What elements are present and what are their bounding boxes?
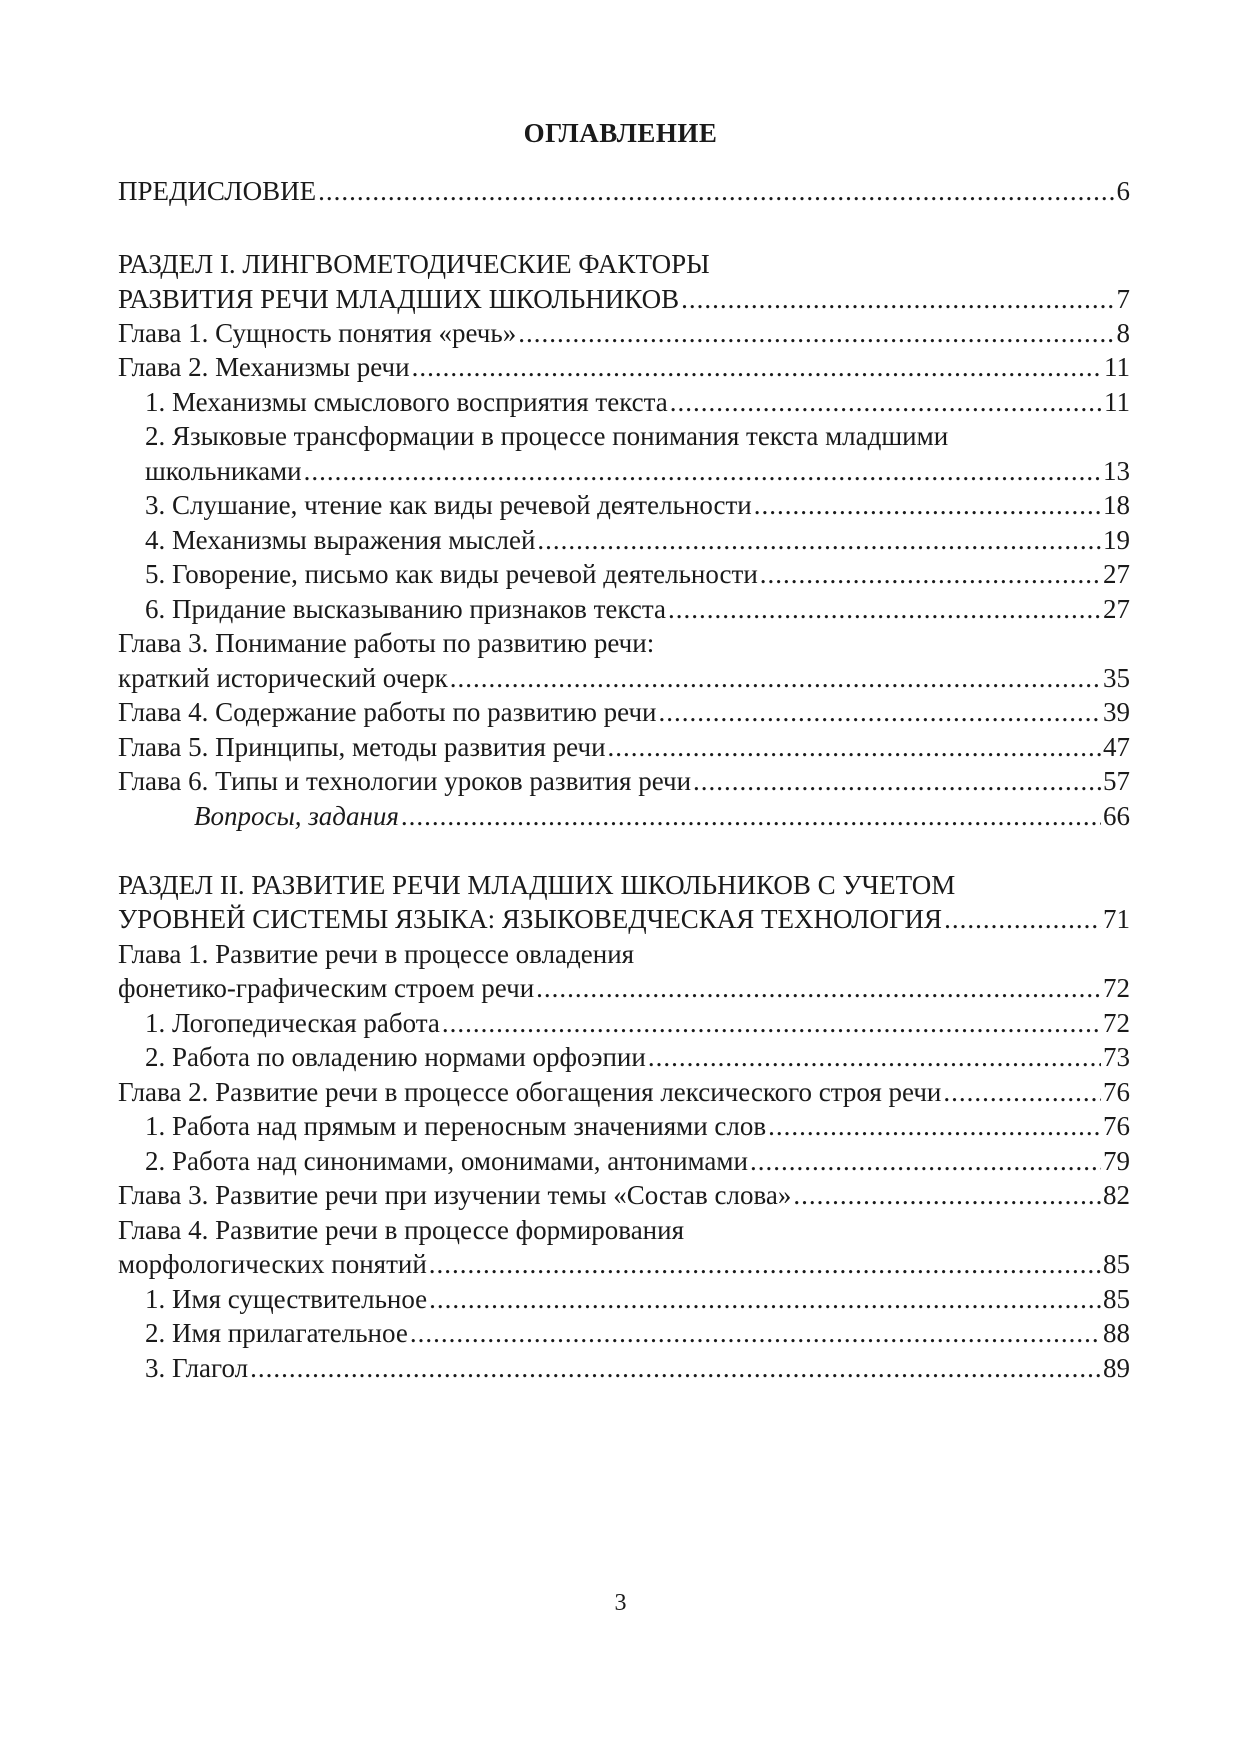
toc-entry-subsection[interactable]: 1. Имя существительное ..... 85 (145, 1280, 1130, 1318)
dot-leader (537, 521, 1101, 559)
toc-entry-section-2[interactable]: УРОВНЕЙ СИСТЕМЫ ЯЗЫКА: ЯЗЫКОВЕДЧЕСКАЯ ТЕХНОЛОГИЯ ..... 71 (118, 900, 1130, 938)
toc-entry-subsection[interactable]: 2. Работа над синонимами, омонимами, антонимами ..... 79 (145, 1142, 1130, 1180)
toc-entry-page: 6 (1116, 176, 1130, 206)
page-title: ОГЛАВЛЕНИЕ (523, 118, 718, 148)
dot-leader (670, 383, 1102, 421)
dot-leader (518, 314, 1114, 352)
toc-section-2-heading: РАЗДЕЛ II. РАЗВИТИЕ РЕЧИ МЛАДШИХ ШКОЛЬНИКОВ С УЧЕТОМ (118, 870, 956, 900)
toc-entry-chapter[interactable]: Глава 1. Сущность понятия «речь» ..... 8 (118, 314, 1130, 352)
dot-leader (750, 1142, 1101, 1180)
dot-leader (412, 348, 1102, 386)
dot-leader (608, 728, 1101, 766)
toc-entry-subsection[interactable]: 6. Придание высказыванию признаков текста ..... 27 (145, 590, 1130, 628)
toc-entry-chapter-line: Глава 1. Развитие речи в процессе овладения (118, 939, 635, 969)
toc-entry-chapter[interactable]: Глава 3. Развитие речи при изучении темы «Состав слова» ..... 82 (118, 1176, 1130, 1214)
toc-entry-subsection[interactable]: 4. Механизмы выражения мыслей ..... 19 (145, 521, 1130, 559)
toc-section-1-heading: РАЗДЕЛ I. ЛИНГВОМЕТОДИЧЕСКИЕ ФАКТОРЫ (118, 249, 710, 279)
toc-entry-chapter[interactable]: Глава 2. Механизмы речи ..... 11 (118, 348, 1130, 386)
dot-leader (659, 693, 1102, 731)
toc-entry-section-1[interactable]: РАЗВИТИЯ РЕЧИ МЛАДШИХ ШКОЛЬНИКОВ ..... 7 (118, 280, 1130, 318)
toc-entry-chapter[interactable]: Глава 6. Типы и технологии уроков развития речи ..... 57 (118, 762, 1130, 800)
dot-leader (944, 900, 1101, 938)
toc-entry-subsection[interactable]: 1. Работа над прямым и переносным значениями слов ..... 76 (145, 1107, 1130, 1145)
toc-entry-subsection[interactable]: 2. Работа по овладению нормами орфоэпии ..... 73 (145, 1038, 1130, 1076)
toc-entry-chapter[interactable]: Глава 2. Развитие речи в процессе обогащения лексического строя речи ..... 76 (118, 1073, 1130, 1111)
dot-leader (401, 797, 1101, 835)
dot-leader (536, 969, 1101, 1007)
toc-entry-chapter-line: Глава 3. Понимание работы по развитию речи: (118, 628, 655, 658)
dot-leader (768, 1107, 1101, 1145)
toc-entry-preface[interactable] (118, 172, 1130, 210)
toc-entry-chapter[interactable]: Глава 5. Принципы, методы развития речи ..... 47 (118, 728, 1130, 766)
dot-leader (410, 1314, 1101, 1352)
toc-entry-subsection[interactable]: школьниками ..... 13 (145, 452, 1130, 490)
dot-leader (693, 762, 1101, 800)
toc-entry-questions[interactable]: Вопросы, задания ..... 66 (194, 797, 1130, 835)
dot-leader (442, 1004, 1101, 1042)
dot-leader (681, 280, 1114, 318)
dot-leader (318, 172, 1114, 210)
dot-leader (754, 486, 1101, 524)
dot-leader (304, 452, 1101, 490)
toc-entry-subsection[interactable]: 1. Механизмы смыслового восприятия текста ..... 11 (145, 383, 1130, 421)
dot-leader (250, 1349, 1101, 1387)
dot-leader (760, 555, 1101, 593)
toc-entry-subsection[interactable]: 3. Глагол ..... 89 (145, 1349, 1130, 1387)
toc-entry-chapter-line: Глава 4. Развитие речи в процессе формирования (118, 1215, 684, 1245)
toc-entry-text: ПРЕДИСЛОВИЕ (118, 176, 317, 206)
dot-leader (429, 1280, 1101, 1318)
toc-entry-chapter[interactable]: Глава 4. Содержание работы по развитию речи ..... 39 (118, 693, 1130, 731)
toc-entry-chapter[interactable]: фонетико-графическим строем речи ..... 72 (118, 969, 1130, 1007)
page-number: 3 (614, 1590, 627, 1616)
toc-entry-subsection[interactable]: 3. Слушание, чтение как виды речевой деятельности ..... 18 (145, 486, 1130, 524)
toc-entry-subsection[interactable]: 1. Логопедическая работа ..... 72 (145, 1004, 1130, 1042)
dot-leader (668, 590, 1101, 628)
dot-leader (450, 659, 1101, 697)
dot-leader (648, 1038, 1101, 1076)
toc-entry-subsection[interactable]: 5. Говорение, письмо как виды речевой деятельности ..... 27 (145, 555, 1130, 593)
dot-leader (943, 1073, 1101, 1111)
toc-entry-subsection[interactable]: 2. Имя прилагательное ..... 88 (145, 1314, 1130, 1352)
toc-entry-chapter[interactable]: морфологических понятий ..... 85 (118, 1245, 1130, 1283)
dot-leader (429, 1245, 1101, 1283)
toc-entry-chapter[interactable]: краткий исторический очерк ..... 35 (118, 659, 1130, 697)
dot-leader (793, 1176, 1101, 1214)
toc-entry-subsection-line: 2. Языковые трансформации в процессе понимания текста младшими (145, 421, 949, 451)
